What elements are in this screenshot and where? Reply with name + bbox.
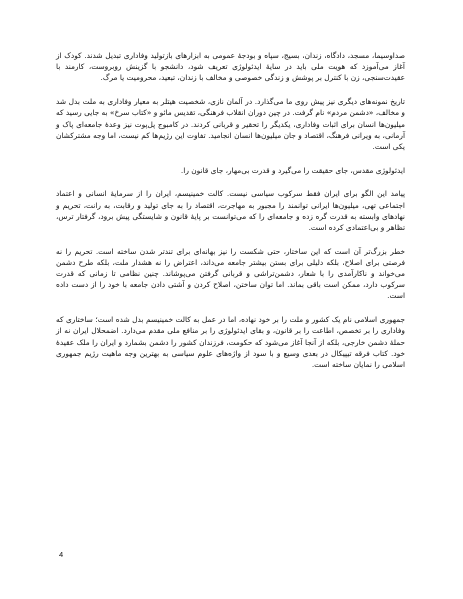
paragraph-4: پیامد این الگو برای ایران فقط سرکوب سیاسی نیست. کالت خمینیسم، ایران را از سرمایهٔ انسانی و اعتماد اجتماعی تهی، میلیون‌ها ایرانی توانمند را مجبور به مهاجرت، اقتصاد را به جای تولید و رقابت، به رانت، تحریم و نهادهای وابسته به قدرت گره زده و جامعه‌ای را که می‌توانست بر پایهٔ قانون و شایستگی پیش برود، گرفتار ترس، تظاهر و بی‌اعتمادی کرده است. <box>56 189 405 232</box>
paragraph-2: تاریخ نمونه‌های دیگری نیز پیش روی ما می‌گذارد. در آلمان نازی، شخصیت هیتلر به معیار وفاداری به ملت بدل شد و مخالف، «دشمن مردم» نام گرفت. در چین دوران انقلاب فرهنگی، تقدیس مائو و «کتاب سرخ» به جایی رسید که میلیون‌ها انسان برای اثبات وفاداری، یکدیگر را تحقیر و قربانی کردند. در کامبوج پل‌پوت نیز وعدهٔ جامعه‌ای پاک و آرمانی، به ویرانی فرهنگ، اقتصاد و جان میلیون‌ها انسان انجامید. تفاوت این رژیم‌ها کم نیست، اما وجه مشترکشان یکی است. <box>56 97 405 151</box>
paragraph-6: جمهوری اسلامی نام یک کشور و ملت را بر خود نهاده، اما در عمل به کالت خمینیسم بدل شده است؛ ساختاری که وفاداری را بر تخصص، اطاعت را بر قانون، و بقای ایدئولوژی را بر منافع ملی مقدم می‌دارد. اضمحلال ایران نه از حملهٔ دشمن خارجی، بلکه از آنجا آغاز می‌شود که حکومت، فرزندان کشور را دشمن بشمارد و ایران را ملک عقیدهٔ خود. کتاب فرقه تیپیکال در بعدی وسیع و با سود از واژه‌های علوم سیاسی به بهترین وجه ماهیت رژیم جمهوری اسلامی را نمایان ساخته است. <box>56 315 405 369</box>
paragraph-5: خطر بزرگ‌تر آن است که این ساختار، حتی شکست را نیز بهانه‌ای برای تندتر شدن ساخته است. تحریم را نه فرصتی برای اصلاح، بلکه دلیلی برای بستن بیشتر جامعه می‌داند، اعتراض را نه هشدار ملت، بلکه طرح دشمن می‌خواند و ناکارآمدی را با شعار، دشمن‌تراشی و قربانی گرفتن می‌پوشاند. چنین نظامی تا زمانی که قدرت سرکوب دارد، ممکن است باقی بماند. اما توان ساختن، اصلاح کردن و آشتی دادن جامعه با خود را از دست داده است. <box>56 246 405 301</box>
page-number: 4 <box>59 550 64 559</box>
paragraph-1: صداوسیما، مسجد، دادگاه، زندان، بسیج، سپاه و بودجهٔ عمومی به ابزارهای بازتولید وفاداری تبدیل شدند. کودک از آغاز می‌آموزد که هویت ملی باید در سایهٔ ایدئولوژی تعریف شود، دانشجو با گزینش روبروست، کارمند با عقیدت‌سنجی، زن با کنترل بر پوشش و زندگی خصوصی و مخالف با زندان، تبعید، محرومیت یا مرگ. <box>56 51 405 83</box>
body-text <box>56 50 405 383</box>
paragraph-3: ایدئولوژی مقدس، جای حقیقت را می‌گیرد و قدرت بی‌مهار، جای قانون را. <box>180 165 405 175</box>
